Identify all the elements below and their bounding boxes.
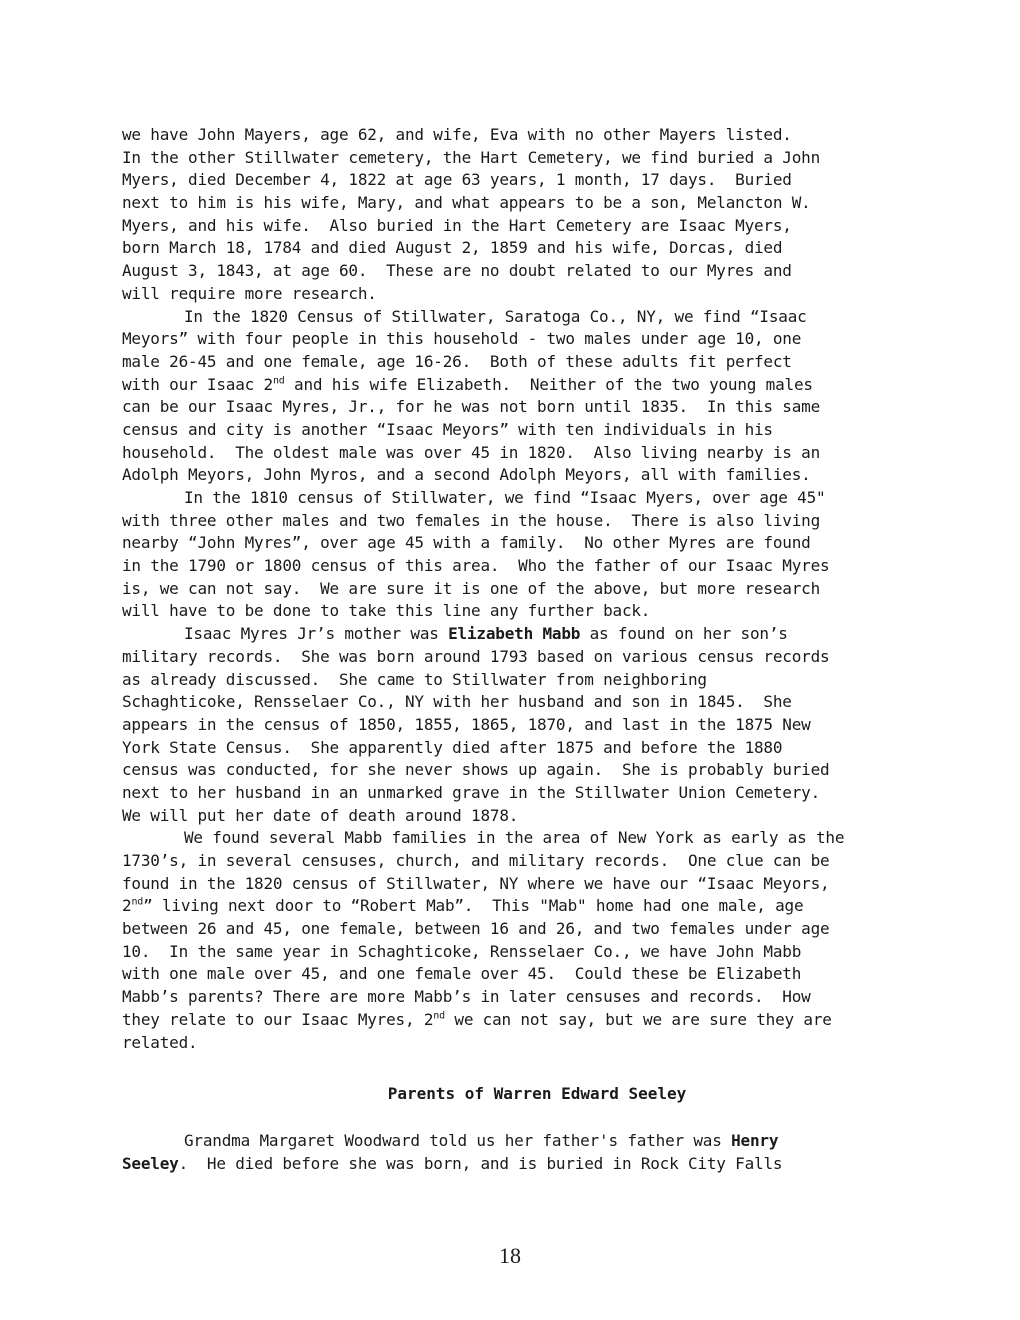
superscript: nd [131,897,144,909]
text-line [122,895,952,918]
text-line [122,623,952,646]
text-line: Myers, died December 4, 1822 at age 63 years, 1 month, 17 days. Buried [122,170,792,190]
text-segment: we can not say, but we are sure they are [444,1009,832,1029]
bold-name: Seeley [122,1153,179,1173]
text-line: 1730’s, in several censuses, church, and military records. One clue can be [122,851,830,870]
text-line: Myers, and his wife. Also buried in the Hart Cemetery are Isaac Myers, [122,215,792,235]
text-segment: ” living next door to “Robert Mab”. This "Mab" home had one male, age [143,896,804,916]
text-line: will require more research. [122,283,377,303]
text-line: next to him is his wife, Mary, and what appears to be a son, Melancton W. [122,193,811,213]
text-line: Adolph Meyors, John Myros, and a second Adolph Meyors, all with families. [122,465,811,485]
text-segment: as found on her son’s [580,624,788,644]
text-line: census and city is another “Isaac Meyors” with ten individuals in his [122,419,773,439]
text-line: In the 1810 census of Stillwater, we find “Isaac Myers, over age 45" [184,488,826,507]
page-body [122,124,952,1173]
section-body [122,1130,952,1175]
text-segment: they relate to our Isaac Myres, 2 [122,1009,434,1029]
superscript: nd [433,1010,445,1022]
bold-name: Henry [731,1131,779,1150]
text-line: appears in the census of 1850, 1855, 1865, 1870, and last in the 1875 New [122,714,811,734]
text-line: is, we can not say. We are sure it is one of the above, but more research [122,578,821,598]
page-number: 18 [499,1243,521,1268]
text-line: with three other males and two females in the house. There is also living [122,510,821,530]
text-line: nearby “John Myres”, over age 45 with a family. No other Myres are found [122,533,811,553]
text-segment: Isaac Myres Jr’s mother was [184,624,449,644]
text-line: 10. In the same year in Schaghticoke, Rensselaer Co., we have John Mabb [122,941,802,961]
text-line: census was conducted, for she never shows up again. She is probably buried [122,760,830,780]
text-line: male 26-45 and one female, age 16-26. Both of these adults fit perfect [122,351,792,371]
text-line: in the 1790 or 1800 census of this area. Who the father of our Isaac Myres [122,556,830,576]
text-line: In the 1820 Census of Stillwater, Saratoga Co., NY, we find “Isaac [184,306,807,326]
text-line: Schaghticoke, Rensselaer Co., NY with her husband and son in 1845. She [122,692,792,712]
text-line: with one male over 45, and one female over 45. Could these be Elizabeth [122,964,802,984]
text-line: military records. She was born around 1793 based on various census records [122,646,830,666]
text-line: can be our Isaac Myres, Jr., for he was not born until 1835. In this same [122,397,821,417]
text-line: will have to be done to take this line any further back. [122,601,651,621]
bold-name: Elizabeth Mabb [448,624,581,644]
text-line: We found several Mabb families in the area of New York as early as the [184,828,845,848]
text-line: found in the 1820 census of Stillwater, NY where we have our “Isaac Meyors, [122,873,830,893]
text-line: August 3, 1843, at age 60. These are no doubt related to our Myres and [122,261,792,281]
text-line: as already discussed. She came to Stillwater from neighboring [122,669,707,689]
text-line: In the other Stillwater cemetery, the Hart Cemetery, we find buried a John [122,147,821,167]
text-line: Mabb’s parents? There are more Mabb’s in later censuses and records. How [122,987,811,1007]
text-line [122,1009,952,1032]
text-segment: and his wife Elizabeth. Neither of the two young males [284,374,813,394]
text-line: we have John Mayers, age 62, and wife, Eva with no other Mayers listed. [122,125,792,144]
text-line [122,1130,952,1153]
text-line: household. The oldest male was over 45 in 1820. Also living nearby is an [122,442,821,462]
superscript: nd [272,375,285,387]
section-heading: Parents of Warren Edward Seeley [387,1084,687,1103]
text-line: between 26 and 45, one female, between 16 and 26, and two females under age [122,919,830,939]
text-line [122,374,952,397]
text-line: next to her husband in an unmarked grave in the Stillwater Union Cemetery. [122,782,821,802]
text-line: We will put her date of death around 1878. [122,805,519,825]
text-line: Meyors” with four people in this household - two males under age 10, one [122,329,802,349]
text-segment: 2 [122,896,132,916]
text-line: born March 18, 1784 and died August 2, 1859 and his wife, Dorcas, died [122,238,783,258]
text-line: related. [122,1032,198,1052]
text-line: York State Census. She apparently died after 1875 and before the 1880 [122,737,783,757]
text-line [122,1153,952,1176]
text-segment: . He died before she was born, and is buried in Rock City Falls [178,1153,783,1173]
text-segment: with our Isaac 2 [122,374,273,394]
text-segment: Grandma Margaret Woodward told us her father's father was [184,1131,732,1150]
